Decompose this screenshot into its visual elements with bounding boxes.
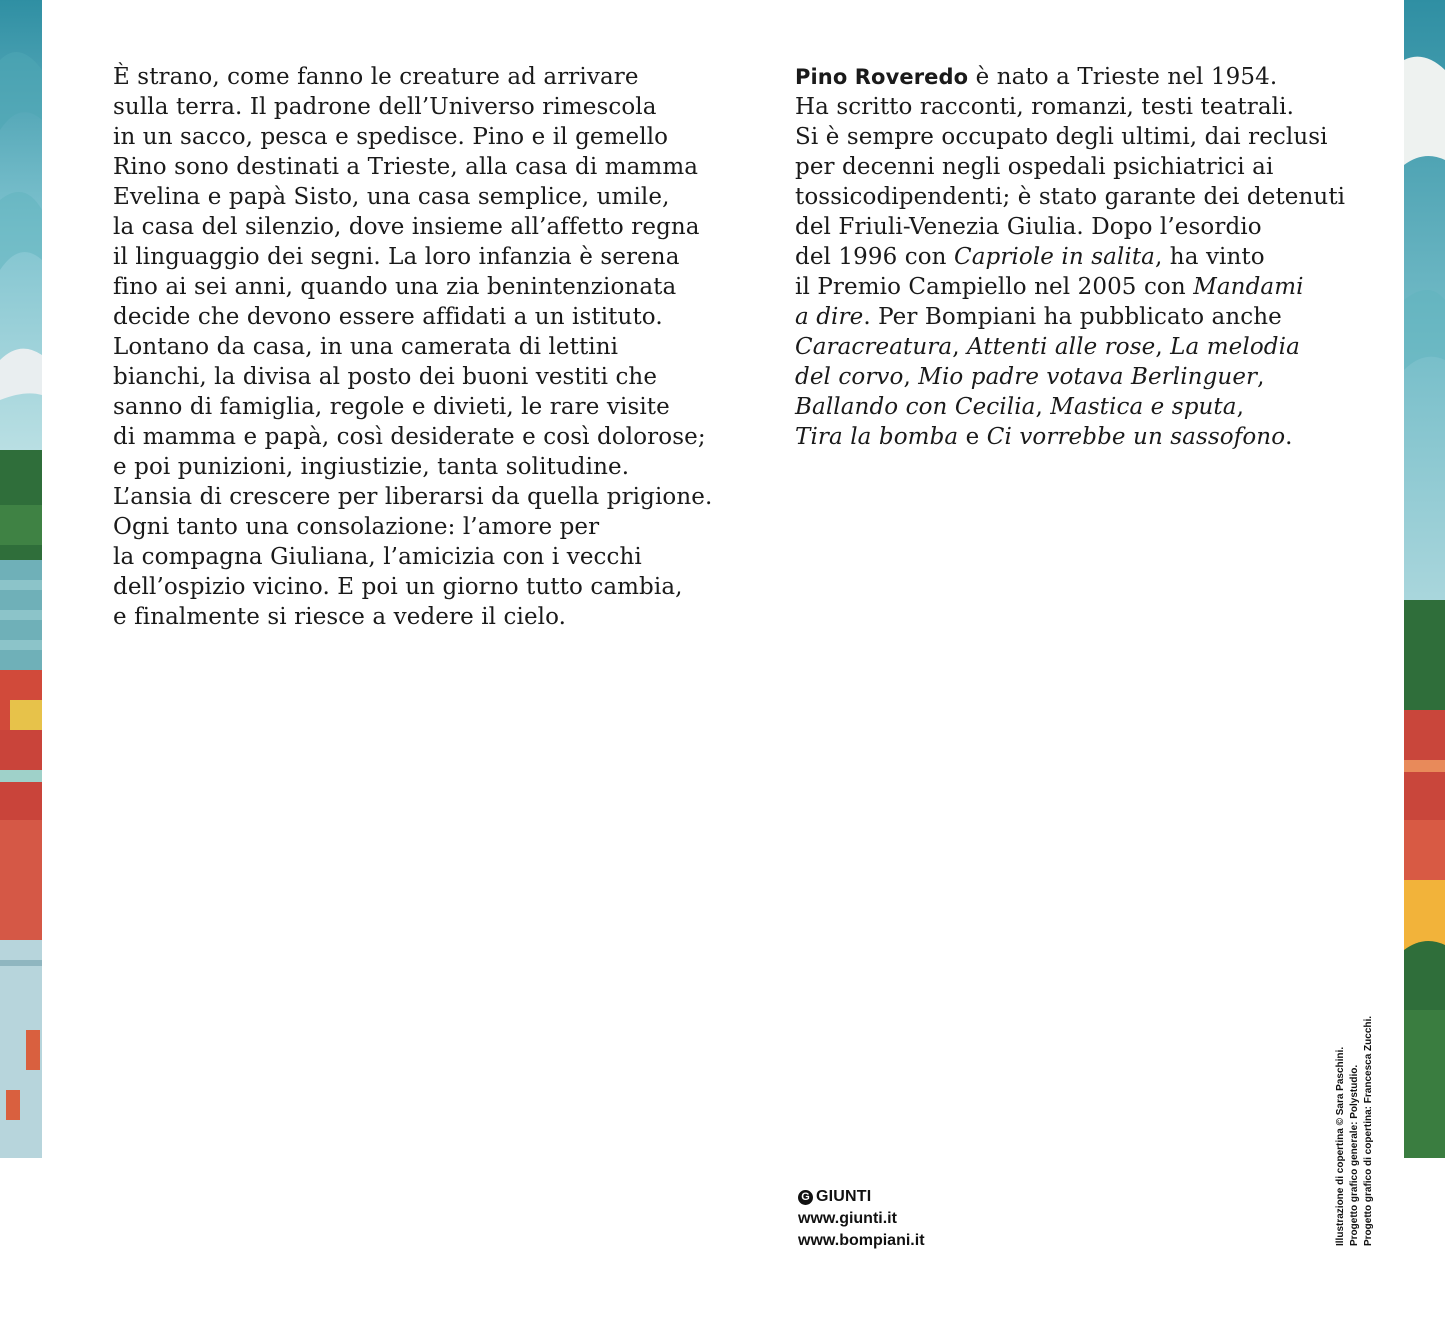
book-title: Mastica e sputa [1050,394,1237,420]
book-synopsis [113,62,713,632]
bio-line [795,332,1335,362]
cover-credits [1334,996,1394,1246]
bio-line [795,242,1335,272]
synopsis-line: il linguaggio dei segni. La loro infanzia è serena [113,244,680,270]
publisher-url-bompiani[interactable]: www.bompiani.it [798,1232,925,1249]
synopsis-line: sanno di famiglia, regole e divieti, le rare visite [113,394,670,420]
synopsis-line: È strano, come fanno le creature ad arrivare [113,64,639,90]
synopsis-line: in un sacco, pesca e spedisce. Pino e il gemello [113,124,669,150]
author-name: Pino Roveredo [795,65,969,89]
book-title: Ci vorrebbe un sassofono [986,424,1286,450]
bio-line [795,62,1335,92]
synopsis-line: la casa del silenzio, dove insieme all’affetto regna [113,214,700,240]
synopsis-line: Lontano da casa, in una camerata di lettini [113,334,619,360]
synopsis-line: fino ai sei anni, quando una zia benintenzionata [113,274,677,300]
bio-text: il Premio Campiello nel 2005 con [795,274,1194,300]
book-title: a dire [795,304,864,330]
book-title: Tira la bomba [795,424,959,450]
book-title: La melodia [1170,334,1300,360]
publisher-block [798,1186,925,1252]
author-bio [795,62,1346,452]
bio-line [795,362,1335,392]
bio-text: , ha vinto [1154,244,1265,270]
credit-cover-design: Progetto grafico di copertina: Francesca Zucchi. [1363,1015,1374,1246]
illustration-left-svg [0,0,42,1158]
synopsis-line: bianchi, la divisa al posto dei buoni vestiti che [113,364,658,390]
bio-text: . [1285,424,1293,450]
publisher-url-giunti[interactable]: www.giunti.it [798,1210,897,1227]
giunti-logo [798,1186,925,1208]
book-title: Mio padre votava Berlinguer [918,364,1258,390]
cover-illustration-right [1404,0,1445,1158]
bio-line: tossicodipendenti; è stato garante dei detenuti [795,184,1346,210]
synopsis-line: Rino sono destinati a Trieste, alla casa di mamma [113,154,699,180]
bio-text: , [1236,394,1245,420]
bio-line [795,392,1335,422]
synopsis-line: Ogni tanto una consolazione: l’amore per [113,514,600,540]
synopsis-line: dell’ospizio vicino. E poi un giorno tutto cambia, [113,574,683,600]
illustration-right-svg [1404,0,1445,1158]
synopsis-line: di mamma e papà, così desiderate e così dolorose; [113,424,706,450]
bio-line: per decenni negli ospedali psichiatrici ai [795,154,1274,180]
synopsis-line: L’ansia di crescere per liberarsi da quella prigione. [113,484,713,510]
bio-text: e [958,424,987,450]
synopsis-line: e poi punizioni, ingiustizie, tanta solitudine. [113,454,630,480]
bio-line [795,302,1335,332]
book-title: Mandami [1193,274,1304,300]
bio-text: , [1257,364,1265,390]
book-title: Ballando con Cecilia [795,394,1036,420]
synopsis-line: sulla terra. Il padrone dell’Universo rimescola [113,94,657,120]
bio-line: del Friuli-Venezia Giulia. Dopo l’esordio [795,214,1262,240]
bio-text: . Per Bompiani ha pubblicato anche [863,304,1282,330]
synopsis-line: e finalmente si riesce a vedere il cielo. [113,604,567,630]
book-title: Caracreatura [795,334,953,360]
credit-graphic-design: Progetto grafico generale: Polystudio. [1349,1064,1360,1246]
giunti-logo-icon: G [798,1190,813,1205]
book-title: Attenti alle rose [967,334,1156,360]
book-title: Capriole in salita [954,244,1155,270]
bio-line: Ha scritto racconti, romanzi, testi teatrali. [795,94,1294,120]
bio-text: del 1996 con [795,244,954,270]
bio-line: Si è sempre occupato degli ultimi, dai reclusi [795,124,1328,150]
synopsis-line: Evelina e papà Sisto, una casa semplice, umile, [113,184,670,210]
synopsis-line: la compagna Giuliana, l’amicizia con i vecchi [113,544,642,570]
cover-illustration-left [0,0,42,1158]
synopsis-line: decide che devono essere affidati a un istituto. [113,304,663,330]
credit-illustration: Illustrazione di copertina © Sara Paschini. [1335,1046,1346,1246]
bio-text: è nato a Trieste nel 1954. [968,64,1278,90]
bio-line [795,272,1335,302]
bio-text: , [1035,394,1051,420]
bio-line [795,422,1335,452]
book-title: del corvo [795,364,904,390]
bio-text: , [952,334,968,360]
bio-text: , [903,364,919,390]
bio-text: , [1155,334,1171,360]
publisher-name: GIUNTI [816,1188,872,1205]
